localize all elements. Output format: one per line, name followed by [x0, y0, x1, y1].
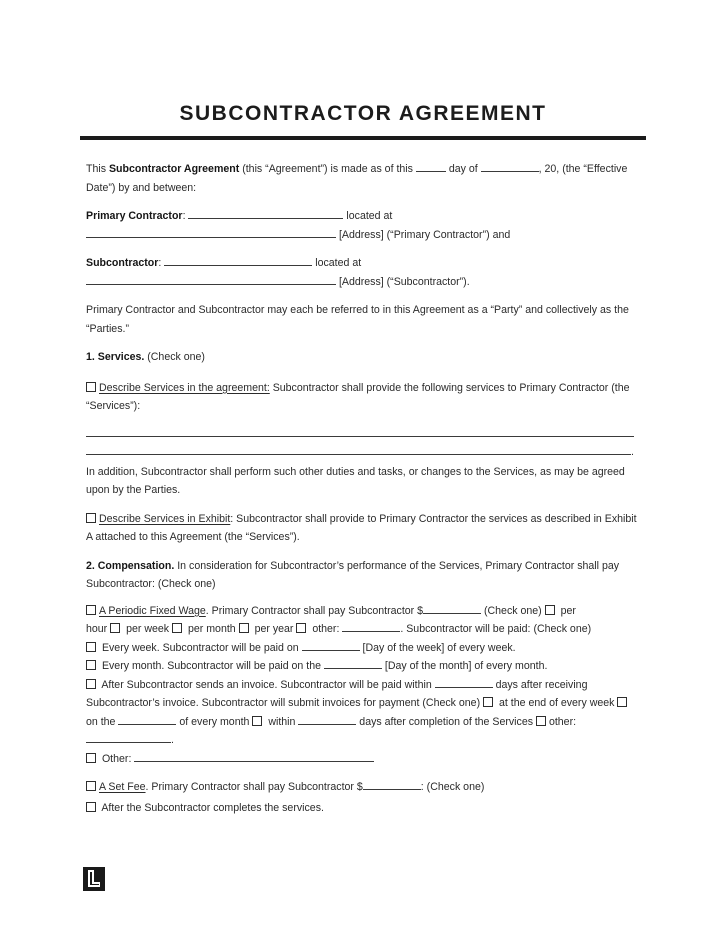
bold-text: Primary Contractor	[86, 210, 183, 222]
checkbox-icon	[86, 513, 96, 523]
checkbox-icon	[86, 382, 96, 392]
checkbox-icon	[536, 716, 546, 726]
checkbox-icon	[483, 697, 493, 707]
blank-field	[188, 207, 343, 219]
set-fee-timing-option: After the Subcontractor completes the services.	[86, 799, 640, 818]
checkbox-icon	[86, 802, 96, 812]
service-description-line-1	[86, 425, 640, 440]
blank-field	[302, 639, 360, 651]
parties-clause: Primary Contractor and Subcontractor may each be referred to in this Agreement as a “Party” and collectively as the “Parties.”	[86, 304, 629, 335]
blank-field	[342, 620, 400, 632]
services-heading: 1. Services. (Check one)	[86, 351, 205, 363]
bold-text: Subcontractor Agreement	[108, 163, 240, 175]
blank-field	[134, 750, 374, 762]
blank-field	[86, 731, 171, 743]
checkbox-icon	[86, 781, 96, 791]
blank-field	[423, 602, 481, 614]
blank-field	[86, 443, 631, 455]
blank-field	[298, 713, 356, 725]
blank-field	[86, 425, 634, 437]
blank-field	[86, 273, 336, 285]
subcontractor-clause: Subcontractor: located at [Address] (“Subcontractor”).	[86, 254, 640, 291]
option-label: Describe Services in Exhibit	[99, 512, 231, 525]
blank-field	[481, 160, 539, 172]
checkbox-icon	[239, 623, 249, 633]
intro-paragraph: This Subcontractor Agreement (this “Agreement”) is made as of this day of , 20, (the “Effective Date”) by and between:	[86, 160, 640, 197]
blank-field	[164, 254, 312, 266]
blank-field	[324, 657, 382, 669]
blank-field	[435, 676, 493, 688]
bold-text: 2. Compensation.	[86, 559, 175, 572]
compensation-heading: 2. Compensation. In consideration for Subcontractor’s performance of the Services, Primary Contractor shall pay Subcontractor: (Check one)	[86, 559, 620, 590]
checkbox-icon	[86, 753, 96, 763]
checkbox-icon	[252, 716, 262, 726]
periodic-fixed-wage-option: A Periodic Fixed Wage. Primary Contractor shall pay Subcontractor $ (Check one) per hour per week per month per year other: . Subcontractor will be paid: (Check one) Every week. Subcontractor will be paid on [Day of the week] of every week. Every month. Subcontractor will be paid on the [Day of the month] of every month. After Subcontractor sends an invoice. Subcontractor will be paid within days after receiving Subcontractor’s invoice. Subcontractor will submit invoices for payment (Check one) at the end of every week on the of every month within days after completion of the Services other: . Other:	[86, 602, 640, 769]
title-rule	[80, 136, 646, 140]
describe-services-exhibit-option: Describe Services in Exhibit: Subcontractor shall provide to Primary Contractor the services as described in Exhibit A attached to this Agreement (the “Services”).	[86, 512, 637, 543]
page-title: SUBCONTRACTOR AGREEMENT	[179, 102, 547, 125]
checkbox-icon	[296, 623, 306, 633]
option-label: Describe Services in the agreement:	[99, 381, 270, 394]
describe-services-agreement-option: Describe Services in the agreement: Subcontractor shall provide the following services to Primary Contractor (the “Services”):	[86, 381, 630, 412]
blank-field	[416, 160, 446, 172]
option-label: A Periodic Fixed Wage	[99, 604, 206, 617]
checkbox-icon	[545, 605, 555, 615]
blank-field	[118, 713, 176, 725]
checkbox-icon	[86, 605, 96, 615]
option-label: A Set Fee	[99, 781, 146, 793]
blank-field	[363, 778, 421, 790]
legal-templates-logo	[83, 867, 105, 891]
checkbox-icon	[86, 679, 96, 689]
blank-field	[86, 226, 336, 238]
service-description-line-2: .	[86, 443, 640, 458]
bold-text: 1. Services.	[86, 351, 145, 363]
primary-contractor-clause: Primary Contractor: located at [Address] (“Primary Contractor”) and	[86, 207, 640, 244]
checkbox-icon	[86, 660, 96, 670]
checkbox-icon	[110, 623, 120, 633]
bold-text: Subcontractor	[86, 257, 159, 269]
checkbox-icon	[172, 623, 182, 633]
checkbox-icon	[617, 697, 627, 707]
additional-duties-clause: In addition, Subcontractor shall perform such other duties and tasks, or changes to the Services, as may be agreed upon by the Parties.	[86, 465, 625, 496]
set-fee-option: A Set Fee. Primary Contractor shall pay Subcontractor $ : (Check one)	[86, 778, 640, 797]
document-body	[86, 160, 640, 817]
checkbox-icon	[86, 642, 96, 652]
